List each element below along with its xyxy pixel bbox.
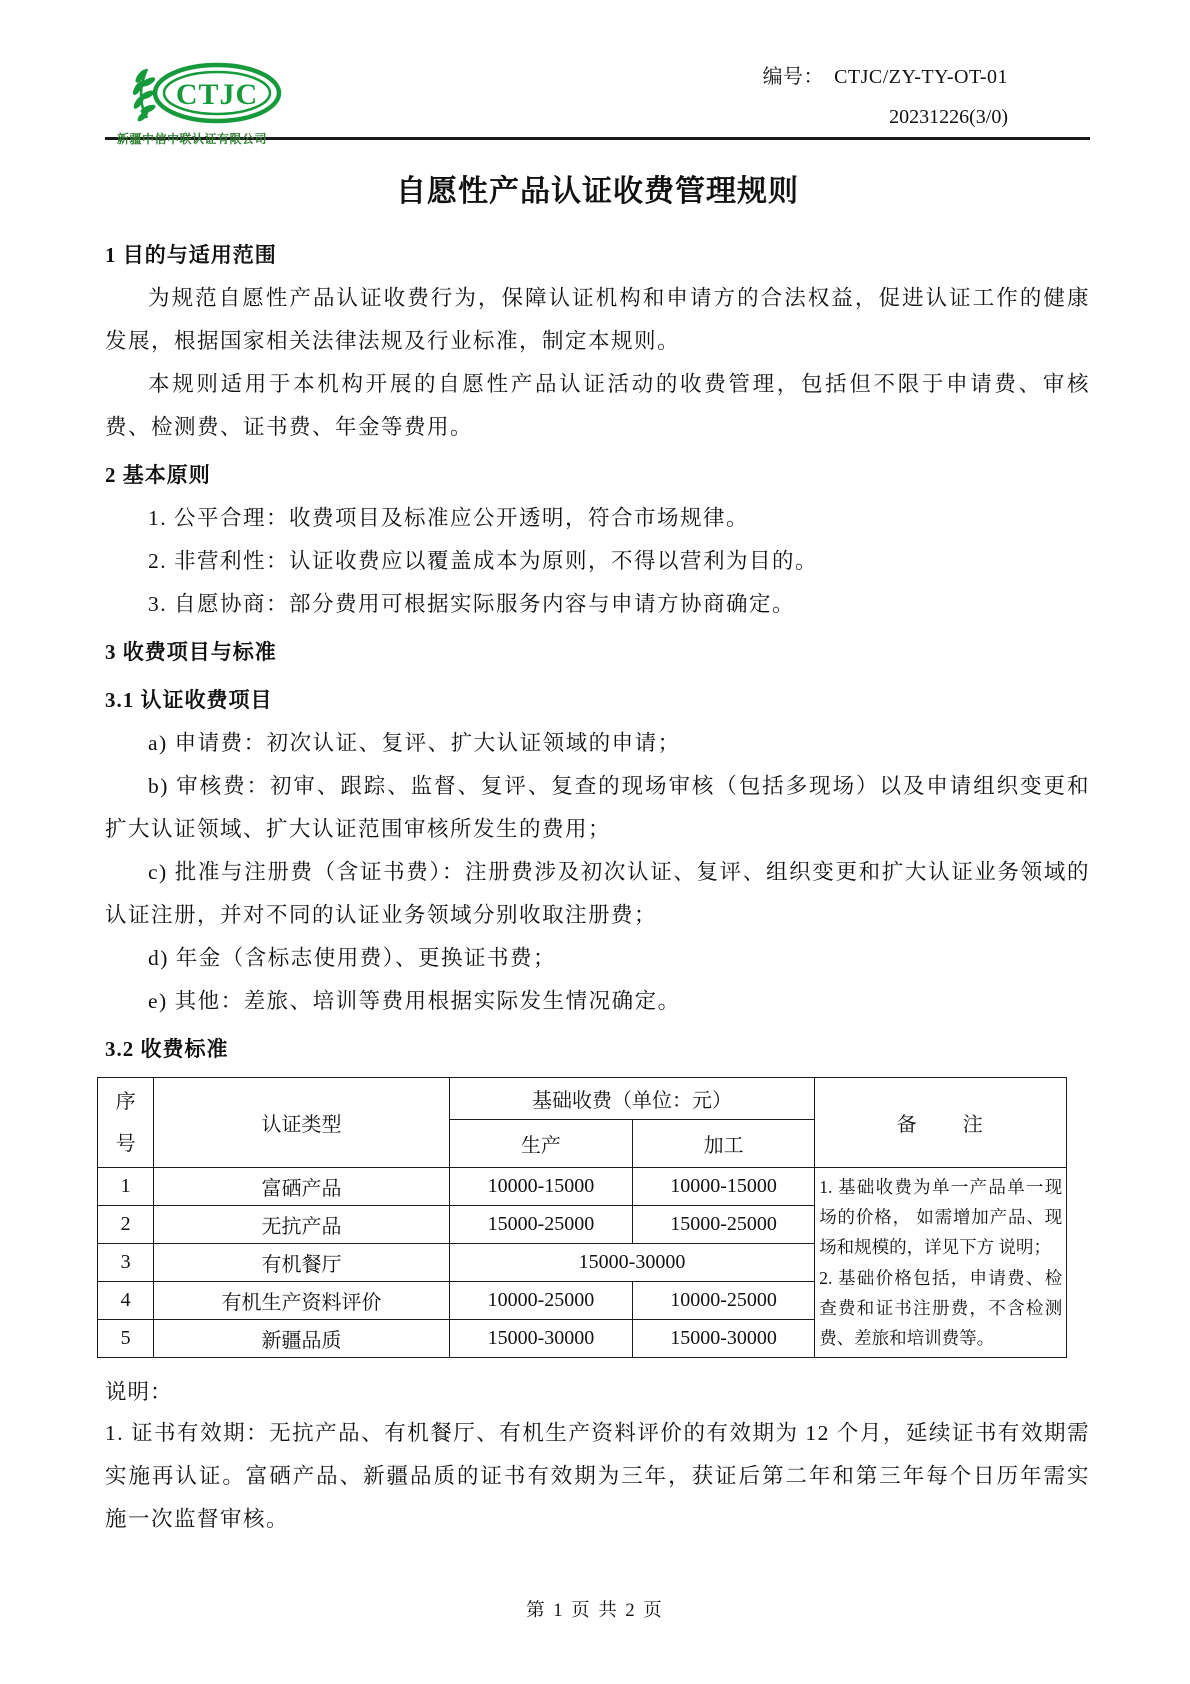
document-meta bbox=[763, 60, 1008, 129]
company-name: 新疆中信中联认证有限公司 bbox=[117, 132, 268, 146]
cell-remark bbox=[815, 1168, 1067, 1358]
section1-heading: 1 目的与适用范围 bbox=[105, 243, 277, 267]
company-logo-icon bbox=[117, 62, 285, 124]
fee-item: e) 其他：差旅、培训等费用根据实际发生情况确定。 bbox=[148, 989, 681, 1013]
cell-index: 2 bbox=[98, 1206, 154, 1244]
table-header-row-1 bbox=[98, 1078, 1067, 1120]
page-title: 自愿性产品认证收费管理规则 bbox=[396, 175, 799, 208]
header-cell-remark: 备 注 bbox=[815, 1078, 1067, 1168]
document-number-code: CTJC/ZY-TY-OT-01 bbox=[834, 66, 1008, 88]
section-fee-items-standards bbox=[105, 631, 1090, 1071]
document-version-date: 20231226(3/0) bbox=[889, 106, 1008, 128]
section3-1-heading: 3.1 认证收费项目 bbox=[105, 688, 273, 712]
remark-line: 2. 基础价格包括，申请费、检查费和证书注册费，不含检测费、差旅和培训费等。 bbox=[819, 1267, 1063, 1348]
table-row bbox=[98, 1168, 1067, 1206]
document-number bbox=[763, 60, 1008, 89]
cell-index: 1 bbox=[98, 1168, 154, 1206]
notes-heading: 说明： bbox=[105, 1380, 173, 1404]
section-purpose-scope bbox=[105, 234, 1090, 449]
section-basic-principles bbox=[105, 454, 1090, 626]
header-cell-processing: 加工 bbox=[632, 1120, 814, 1168]
cell-processing-fee: 10000-15000 bbox=[632, 1168, 814, 1206]
cell-cert-type: 有机生产资料评价 bbox=[154, 1282, 450, 1320]
header-cell-base-fee: 基础收费（单位：元） bbox=[449, 1078, 814, 1120]
header-cell-cert-type: 认证类型 bbox=[154, 1078, 450, 1168]
cell-index: 3 bbox=[98, 1244, 154, 1282]
cell-production-fee: 15000-30000 bbox=[449, 1320, 632, 1358]
principle-item: 3. 自愿协商：部分费用可根据实际服务内容与申请方协商确定。 bbox=[148, 592, 796, 616]
remark-line: 1. 基础收费为单一产品单一现场的价格， 如需增加产品、现场和规模的，详见下方 说明； bbox=[819, 1177, 1063, 1258]
principle-item: 2. 非营利性：认证收费应以覆盖成本为原则，不得以营利为目的。 bbox=[148, 549, 819, 573]
fee-item: b) 审核费：初审、跟踪、监督、复评、复查的现场审核（包括多现场）以及申请组织变更和扩大认证领域、扩大认证范围审核所发生的费用； bbox=[105, 774, 1090, 841]
header-cell-index bbox=[98, 1078, 154, 1168]
fee-standard-table bbox=[97, 1077, 1067, 1358]
fee-item: a) 申请费：初次认证、复评、扩大认证领域的申请； bbox=[148, 731, 681, 755]
cell-processing-fee: 15000-25000 bbox=[632, 1206, 814, 1244]
cell-production-fee: 10000-15000 bbox=[449, 1168, 632, 1206]
header-index-label: 序号 bbox=[115, 1090, 136, 1155]
page-number: 第 1 页 共 2 页 bbox=[526, 1601, 664, 1621]
header-cell-production: 生产 bbox=[449, 1120, 632, 1168]
logo-block bbox=[117, 62, 327, 147]
fee-item: c) 批准与注册费（含证书费）：注册费涉及初次认证、复评、组织变更和扩大认证业务领域的认证注册，并对不同的认证业务领域分别收取注册费； bbox=[105, 860, 1090, 927]
document-header bbox=[105, 52, 1090, 146]
fee-item: d) 年金（含标志使用费）、更换证书费； bbox=[148, 946, 557, 970]
cell-cert-type: 新疆品质 bbox=[154, 1320, 450, 1358]
cell-cert-type: 富硒产品 bbox=[154, 1168, 450, 1206]
cell-production-fee: 10000-25000 bbox=[449, 1282, 632, 1320]
wheat-leaves bbox=[131, 68, 157, 123]
document-number-label: 编号： bbox=[762, 66, 825, 88]
section1-paragraph: 为规范自愿性产品认证收费行为，保障认证机构和申请方的合法权益，促进认证工作的健康发展，根据国家相关法律法规及行业标准，制定本规则。 bbox=[105, 286, 1090, 353]
principle-item: 1. 公平合理：收费项目及标准应公开透明，符合市场规律。 bbox=[148, 506, 750, 530]
cell-processing-fee: 10000-25000 bbox=[632, 1282, 814, 1320]
cell-index: 4 bbox=[98, 1282, 154, 1320]
cell-processing-fee: 15000-30000 bbox=[632, 1320, 814, 1358]
cell-cert-type: 有机餐厅 bbox=[154, 1244, 450, 1282]
logo-letters: CTJC bbox=[175, 78, 259, 111]
cell-production-fee: 15000-25000 bbox=[449, 1206, 632, 1244]
notes-body: 1. 证书有效期：无抗产品、有机餐厅、有机生产资料评价的有效期为 12 个月，延续证书有效期需实施再认证。富硒产品、新疆品质的证书有效期为三年，获证后第二年和第三年每个日历年需实施一次监督审核。 bbox=[105, 1421, 1090, 1531]
cell-cert-type: 无抗产品 bbox=[154, 1206, 450, 1244]
section3-2-heading: 3.2 收费标准 bbox=[105, 1037, 229, 1061]
section2-heading: 2 基本原则 bbox=[105, 463, 211, 487]
section1-paragraph: 本规则适用于本机构开展的自愿性产品认证活动的收费管理，包括但不限于申请费、审核费、检测费、证书费、年金等费用。 bbox=[105, 372, 1090, 439]
notes-section bbox=[105, 1372, 1090, 1541]
cell-index: 5 bbox=[98, 1320, 154, 1358]
cell-merged-fee: 15000-30000 bbox=[449, 1244, 814, 1282]
section3-heading: 3 收费项目与标准 bbox=[105, 640, 277, 664]
